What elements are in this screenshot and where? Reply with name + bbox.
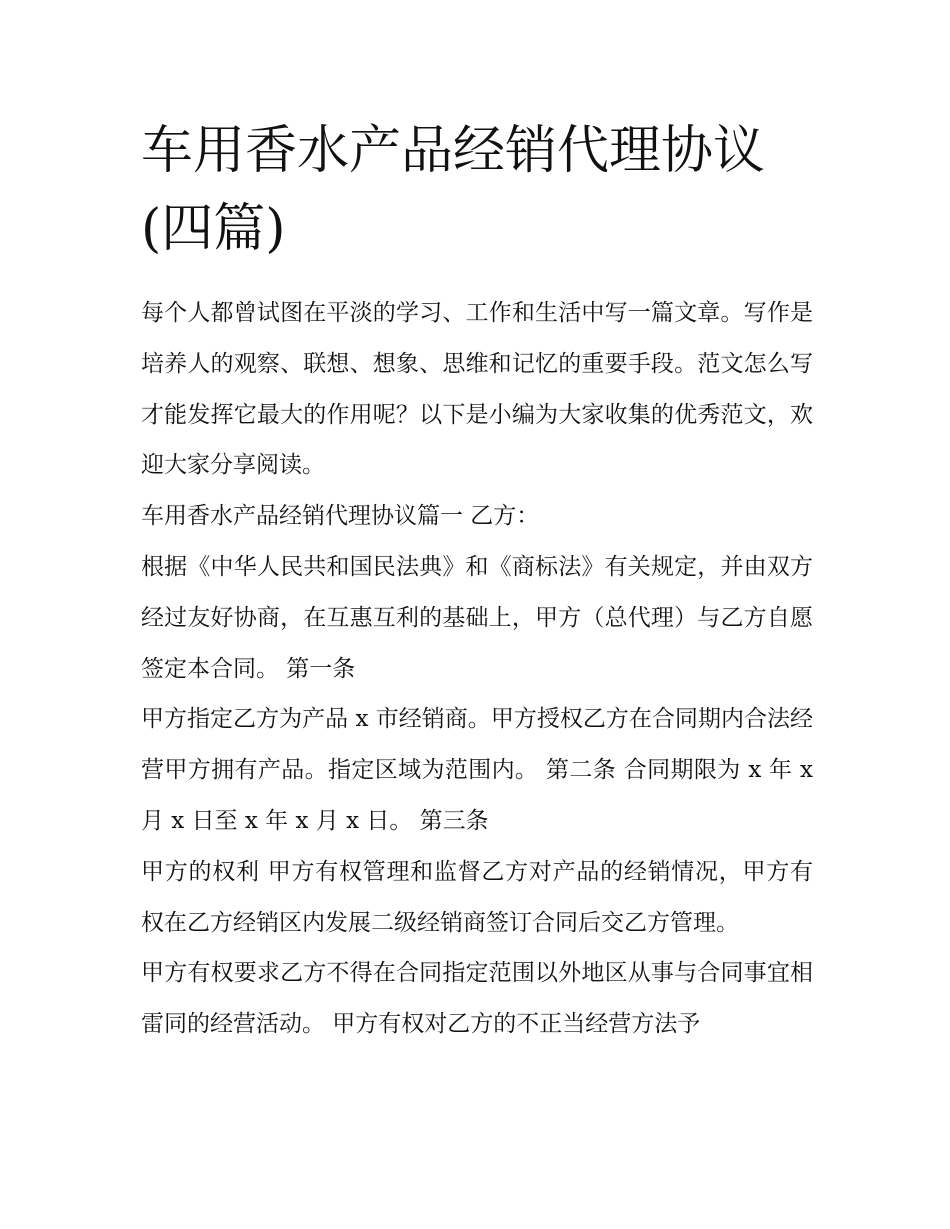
document-page xyxy=(141,112,813,1050)
paragraph-party-a-rights: 甲方的权利 甲方有权管理和监督乙方对产品的经销情况，甲方有权在乙方经销区内发展二级经销商签订合同后交乙方管理。 xyxy=(141,858,813,936)
paragraph-article-1-2: 甲方指定乙方为产品 x 市经销商。甲方授权乙方在合同期内合法经营甲方拥有产品。指定区域为范围内。 第二条 合同期限为 x 年 x 月 x 日至 x 年 x 月 x 日。 第三条 xyxy=(141,706,813,834)
paragraph-party-a-requirements: 甲方有权要求乙方不得在合同指定范围以外地区从事与合同事宜相雷同的经营活动。 甲方有权对乙方的不正当经营方法予 xyxy=(141,960,813,1038)
paragraph-preamble: 根据《中华人民共和国民法典》和《商标法》有关规定，并由双方经过友好协商，在互惠互利的基础上，甲方（总代理）与乙方自愿签定本合同。 第一条 xyxy=(141,553,813,682)
paragraph-section-heading: 车用香水产品经销代理协议篇一 乙方： xyxy=(141,503,540,530)
paragraph-intro: 每个人都曾试图在平淡的学习、工作和生活中写一篇文章。写作是培养人的观察、联想、想象、思维和记忆的重要手段。范文怎么写才能发挥它最大的作用呢？以下是小编为大家收集的优秀范文，欢迎大家分享阅读。 xyxy=(141,300,813,479)
document-title: 车用香水产品经销代理协议(四篇) xyxy=(141,121,766,259)
document-body xyxy=(141,288,813,1050)
